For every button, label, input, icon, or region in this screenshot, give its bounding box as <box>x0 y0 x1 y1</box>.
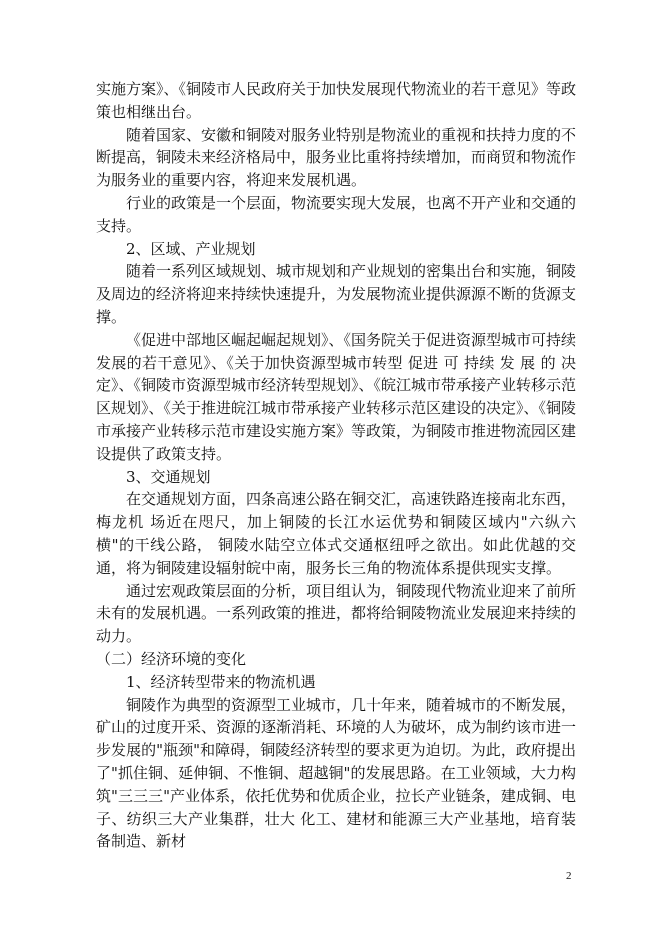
body-paragraph: 《促进中部地区崛起崛起规划》、《国务院关于促进资源型城市可持续发展的若干意见》、《关于加快资源型城市转型 促进 可 持续 发 展 的 决定》、《铜陵市资源型城市经济转型规划》、《皖江城市带承接产业转移示范区规划》、《关于推进皖江城市带承接产业转移示范区建设的决定》、《铜陵市承接产业转移示范市建设实施方案》等政策，为铜陵市推进物流园区建设提供了政策支持。 <box>96 330 577 463</box>
body-paragraph: 随着国家、安徽和铜陵对服务业特别是物流业的重视和扶持力度的不断提高，铜陵未来经济格局中，服务业比重将持续增加，而商贸和物流作为服务业的重要内容，将迎来发展机遇。 <box>96 125 577 190</box>
body-paragraph: 通过宏观政策层面的分析，项目组认为，铜陵现代物流业迎来了前所未有的发展机遇。一系列政策的推进，都将给铜陵物流业发展迎来持续的动力。 <box>96 581 577 646</box>
subsection-heading: 1、经济转型带来的物流机遇 <box>126 672 316 691</box>
section-heading: （二）经济环境的变化 <box>96 649 247 668</box>
paragraph-continuation: 实施方案》、《铜陵市人民政府关于加快发展现代物流业的若干意见》等政策也相继出台。 <box>96 80 577 121</box>
page-number: 2 <box>566 870 572 882</box>
body-paragraph: 铜陵作为典型的资源型工业城市，几十年来，随着城市的不断发展，矿山的过度开采、资源的逐渐消耗、环境的人为破坏，成为制约该市进一步发展的"瓶颈"和障碍，铜陵经济转型的要求更为迫切。为此，政府提出了"抓住铜、延伸铜、不惟铜、超越铜"的发展思路。在工业领域，大力构筑"三三三"产业体系，依托优势和优质企业，拉长产业链条，建成铜、电子、纺织三大产业集群，壮大 化工、建材和能源三大产业基地，培育装备制造、新材 <box>96 695 577 851</box>
body-paragraph: 行业的政策是一个层面，物流要实现大发展，也离不开产业和交通的支持。 <box>96 193 577 235</box>
subsection-heading: 2、区域、产业规划 <box>126 239 256 258</box>
body-paragraph: 在交通规划方面，四条高速公路在铜交汇，高速铁路连接南北东西，梅龙机 场近在咫尺，加上铜陵的长江水运优势和铜陵区域内"六纵六横"的干线公路， 铜陵水陆空立体式交通枢纽呼之欲出。如此优越的交通，将为铜陵建设辐射皖中南，服务长三角的物流体系提供现实支撑。 <box>96 490 577 577</box>
document-body <box>96 78 576 853</box>
body-paragraph: 随着一系列区域规划、城市规划和产业规划的密集出台和实施，铜陵及周边的经济将迎来持续快速提升，为发展物流业提供源源不断的货源支撑。 <box>96 262 577 326</box>
subsection-heading: 3、交通规划 <box>126 467 211 486</box>
